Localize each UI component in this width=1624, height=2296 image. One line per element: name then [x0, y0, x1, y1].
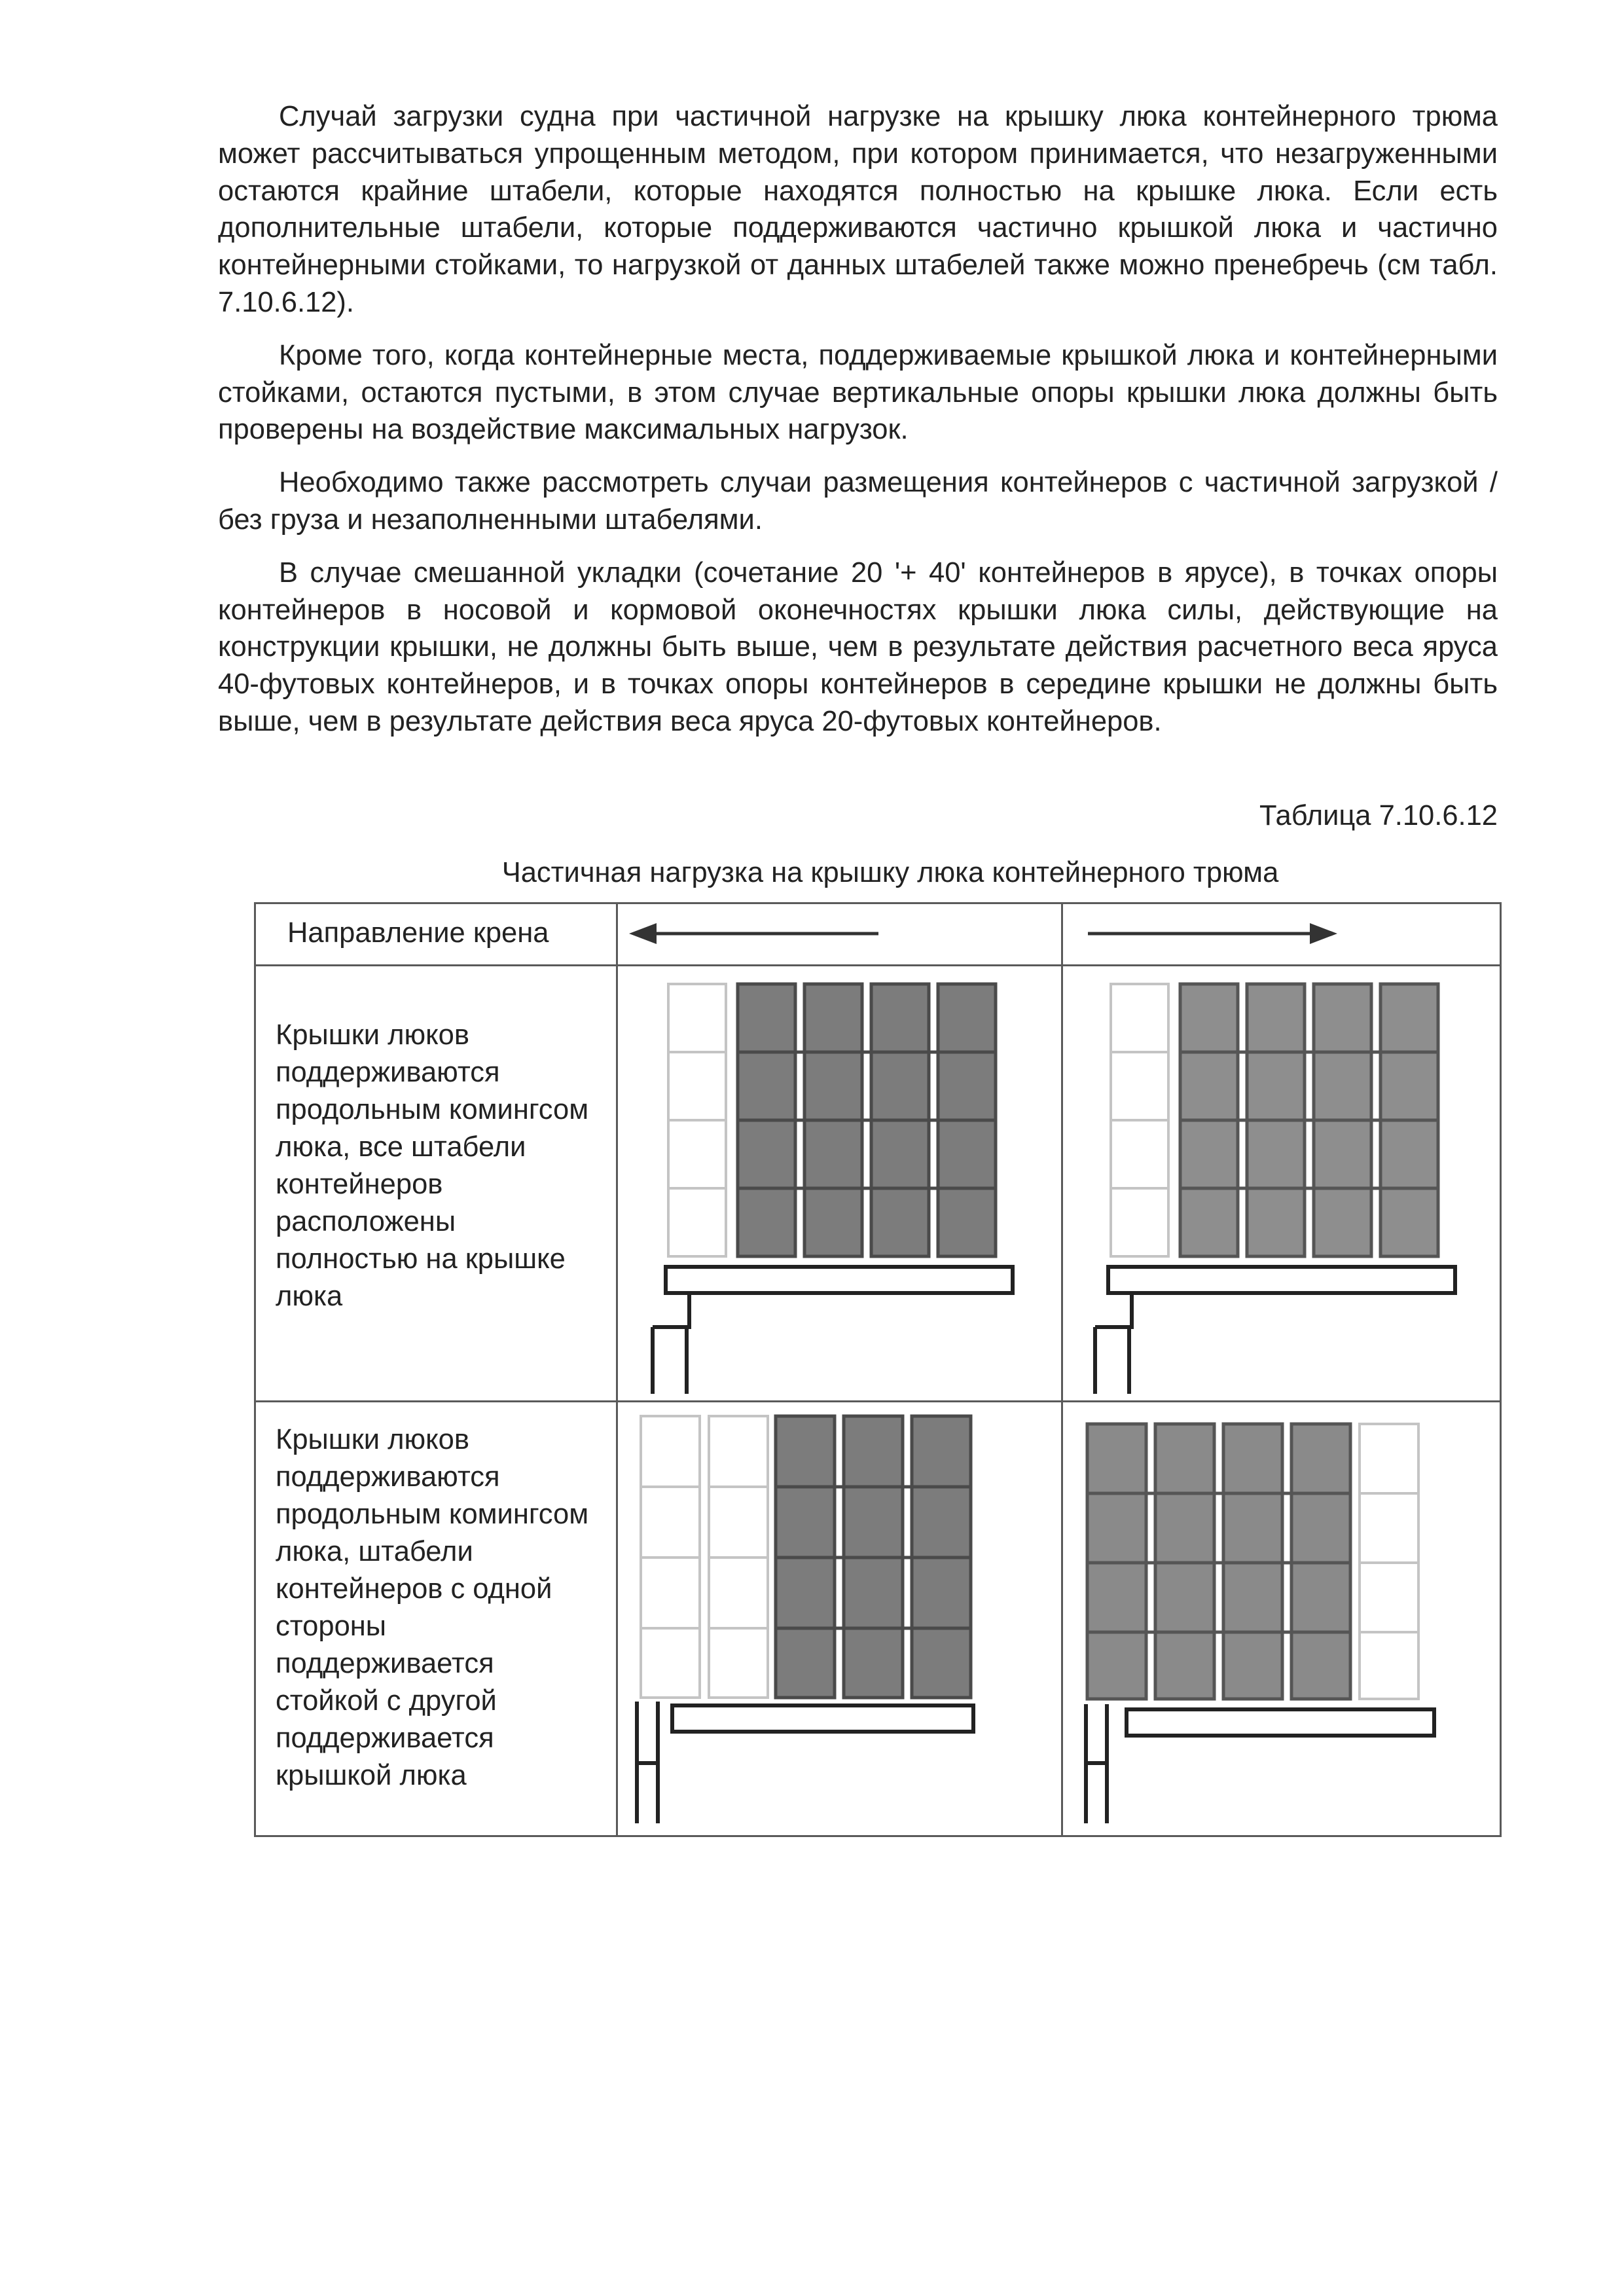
table-row-divider	[256, 964, 1500, 966]
hatch-cover	[1108, 1267, 1455, 1293]
partial-load-table	[254, 902, 1502, 1837]
container-support-post	[637, 1702, 658, 1823]
hatch-cover	[666, 1267, 1013, 1293]
paragraph: Необходимо также рассмотреть случаи размещения контейнеров с частичной загрузкой / без груза и незаполненными штабелями.	[218, 467, 1498, 536]
table-row-divider	[256, 1400, 1500, 1402]
paragraph: В случае смешанной укладки (сочетание 20 '+ 40' контейнеров в ярусе), в точках опоры контейнеров в носовой и кормовой оконечностях крышки люка силы, действующие на конструкции крышки, не должны быть выше, чем в результате действия расчетного веса яруса 40-футовых контейнеров, и в точках опоры контейнеров в середине крышки не должны быть выше, чем в результате действия веса яруса 20-футовых контейнеров.	[218, 556, 1498, 737]
paragraph: Случай загрузки судна при частичной нагрузке на крышку люка контейнерного трюма может рассчитываться упрощенным методом, при котором принимается, что незагруженными остаются крайние штабели, которые находятся полностью на крышке люка. Если есть дополнительные штабели, которые поддерживаются частично крышкой люка и частично контейнерными стойками, то нагрузкой от данных штабелей также можно пренебречь (см табл. 7.10.6.12).	[218, 101, 1498, 318]
row2-label: Крышки люков поддерживаются продольным комингсом люка, штабели контейнеров с одной стороны поддерживается стойкой с другой поддерживается крышкой люка	[276, 1424, 589, 1791]
empty-stack	[1360, 1424, 1418, 1699]
stack-diagram-row2-heel-left	[620, 1410, 1058, 1829]
empty-stack	[668, 984, 726, 1256]
body-text	[218, 98, 1498, 756]
stack-diagram-row1-heel-left	[626, 977, 1058, 1396]
arrow-left-icon	[626, 917, 888, 950]
coaming	[1095, 1293, 1132, 1394]
table-number: Таблица 7.10.6.12	[1259, 800, 1498, 831]
heel-direction-label: Направление крена	[287, 917, 549, 949]
arrow-right-icon	[1078, 917, 1340, 950]
stack-diagram-row1-heel-right	[1072, 977, 1504, 1396]
table-column-divider	[1061, 904, 1063, 1835]
table-caption: Частичная нагрузка на крышку люка контейнерного трюма	[501, 857, 1279, 888]
empty-stack	[641, 1416, 768, 1698]
stack-diagram-row2-heel-right	[1072, 1410, 1504, 1829]
empty-stack	[1111, 984, 1168, 1256]
row1-label: Крышки люков поддерживаются продольным комингсом люка, все штабели контейнеров расположены полностью на крышке люка	[276, 1019, 589, 1312]
hatch-cover	[672, 1705, 973, 1732]
table-column-divider	[616, 904, 618, 1835]
container-support-post	[1086, 1704, 1107, 1823]
hatch-cover	[1127, 1709, 1434, 1736]
paragraph: Кроме того, когда контейнерные места, поддерживаемые крышкой люка и контейнерными стойками, остаются пустыми, в этом случае вертикальные опоры крышки люка должны быть проверены на воздействие максимальных нагрузок.	[218, 339, 1498, 446]
coaming	[653, 1293, 689, 1394]
